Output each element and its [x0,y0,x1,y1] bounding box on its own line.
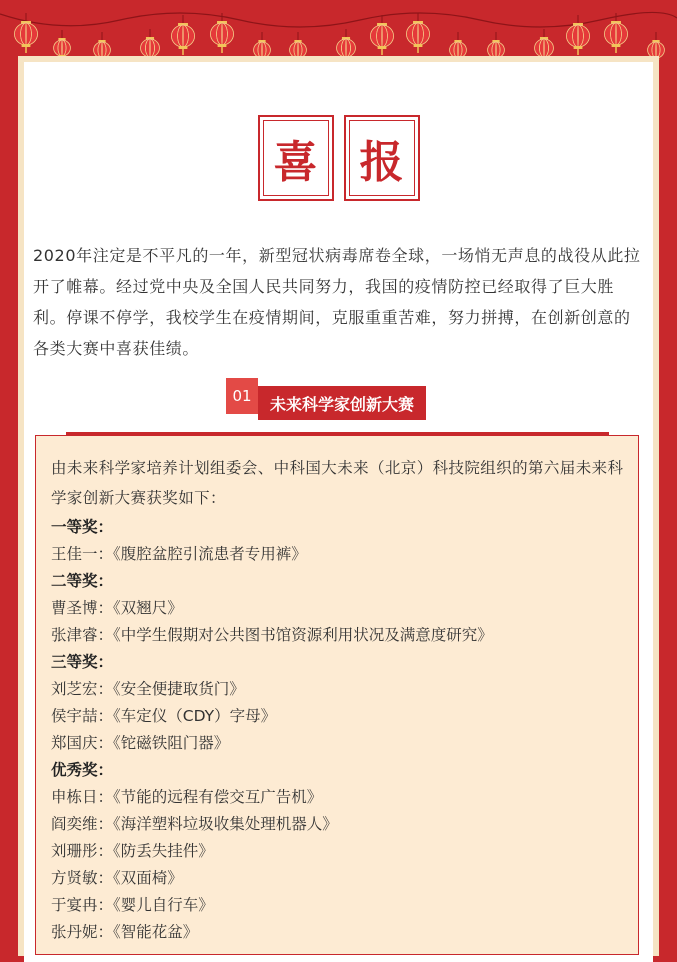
page-title [0,115,677,201]
award-entry: 曹圣博：《双翘尺》 [51,599,183,617]
award-entry: 刘芝宏：《安全便捷取货门》 [51,680,245,698]
award-level-heading: 二等奖： [51,572,114,590]
intro-paragraph: 2020年注定是不平凡的一年，新型冠状病毒席卷全球，一场悄无声息的战役从此拉开了帷幕。经过党中央及全国人民共同努力，我国的疫情防控已经取得了巨大胜利。停课不停学，我校学生在疫情期间，克服重重苦难，努力拼搏，在创新创意的各类大赛中喜获佳绩。 [33,246,641,358]
award-entry: 王佳一：《腹腔盆腔引流患者专用裤》 [51,545,307,563]
award-entry: 郑国庆：《铊磁铁阻门器》 [51,734,230,752]
section-number: 01 [226,378,258,414]
lantern-icon [406,13,429,53]
lantern-icon [210,13,233,53]
lantern-icon [566,15,589,55]
award-entry: 刘珊彤：《防丢失挂件》 [51,842,214,860]
title-char-box [344,115,420,201]
lantern-icon [370,15,393,55]
award-list [51,514,493,946]
award-entry: 侯宇喆：《车定仪（CDY）字母》 [51,707,277,725]
panel-intro: 由未来科学家培养计划组委会、中科国大未来（北京）科技院组织的第六届未来科学家创新大赛获奖如下： [51,459,624,507]
lantern-icon [171,15,194,55]
lantern-icon [604,13,627,53]
award-entry: 张津睿：《中学生假期对公共图书馆资源利用状况及满意度研究》 [51,626,493,644]
award-entry: 张丹妮：《智能花盆》 [51,923,199,941]
award-entry: 方贤敏：《双面椅》 [51,869,183,887]
title-char: 喜 [263,120,329,196]
award-level-heading: 三等奖： [51,653,114,671]
award-entry: 阎奕维：《海洋塑料垃圾收集处理机器人》 [51,815,338,833]
award-level-heading: 一等奖： [51,518,114,536]
award-entry: 于宴冉：《婴儿自行车》 [51,896,214,914]
award-entry: 申栋日：《节能的远程有偿交互广告机》 [51,788,323,806]
section-title: 未来科学家创新大赛 [258,386,426,420]
lantern-garland [0,0,677,62]
lantern-banner [0,0,677,62]
title-char: 报 [349,120,415,196]
award-panel [35,435,639,955]
award-level-heading: 优秀奖： [51,761,114,779]
title-char-box [258,115,334,201]
